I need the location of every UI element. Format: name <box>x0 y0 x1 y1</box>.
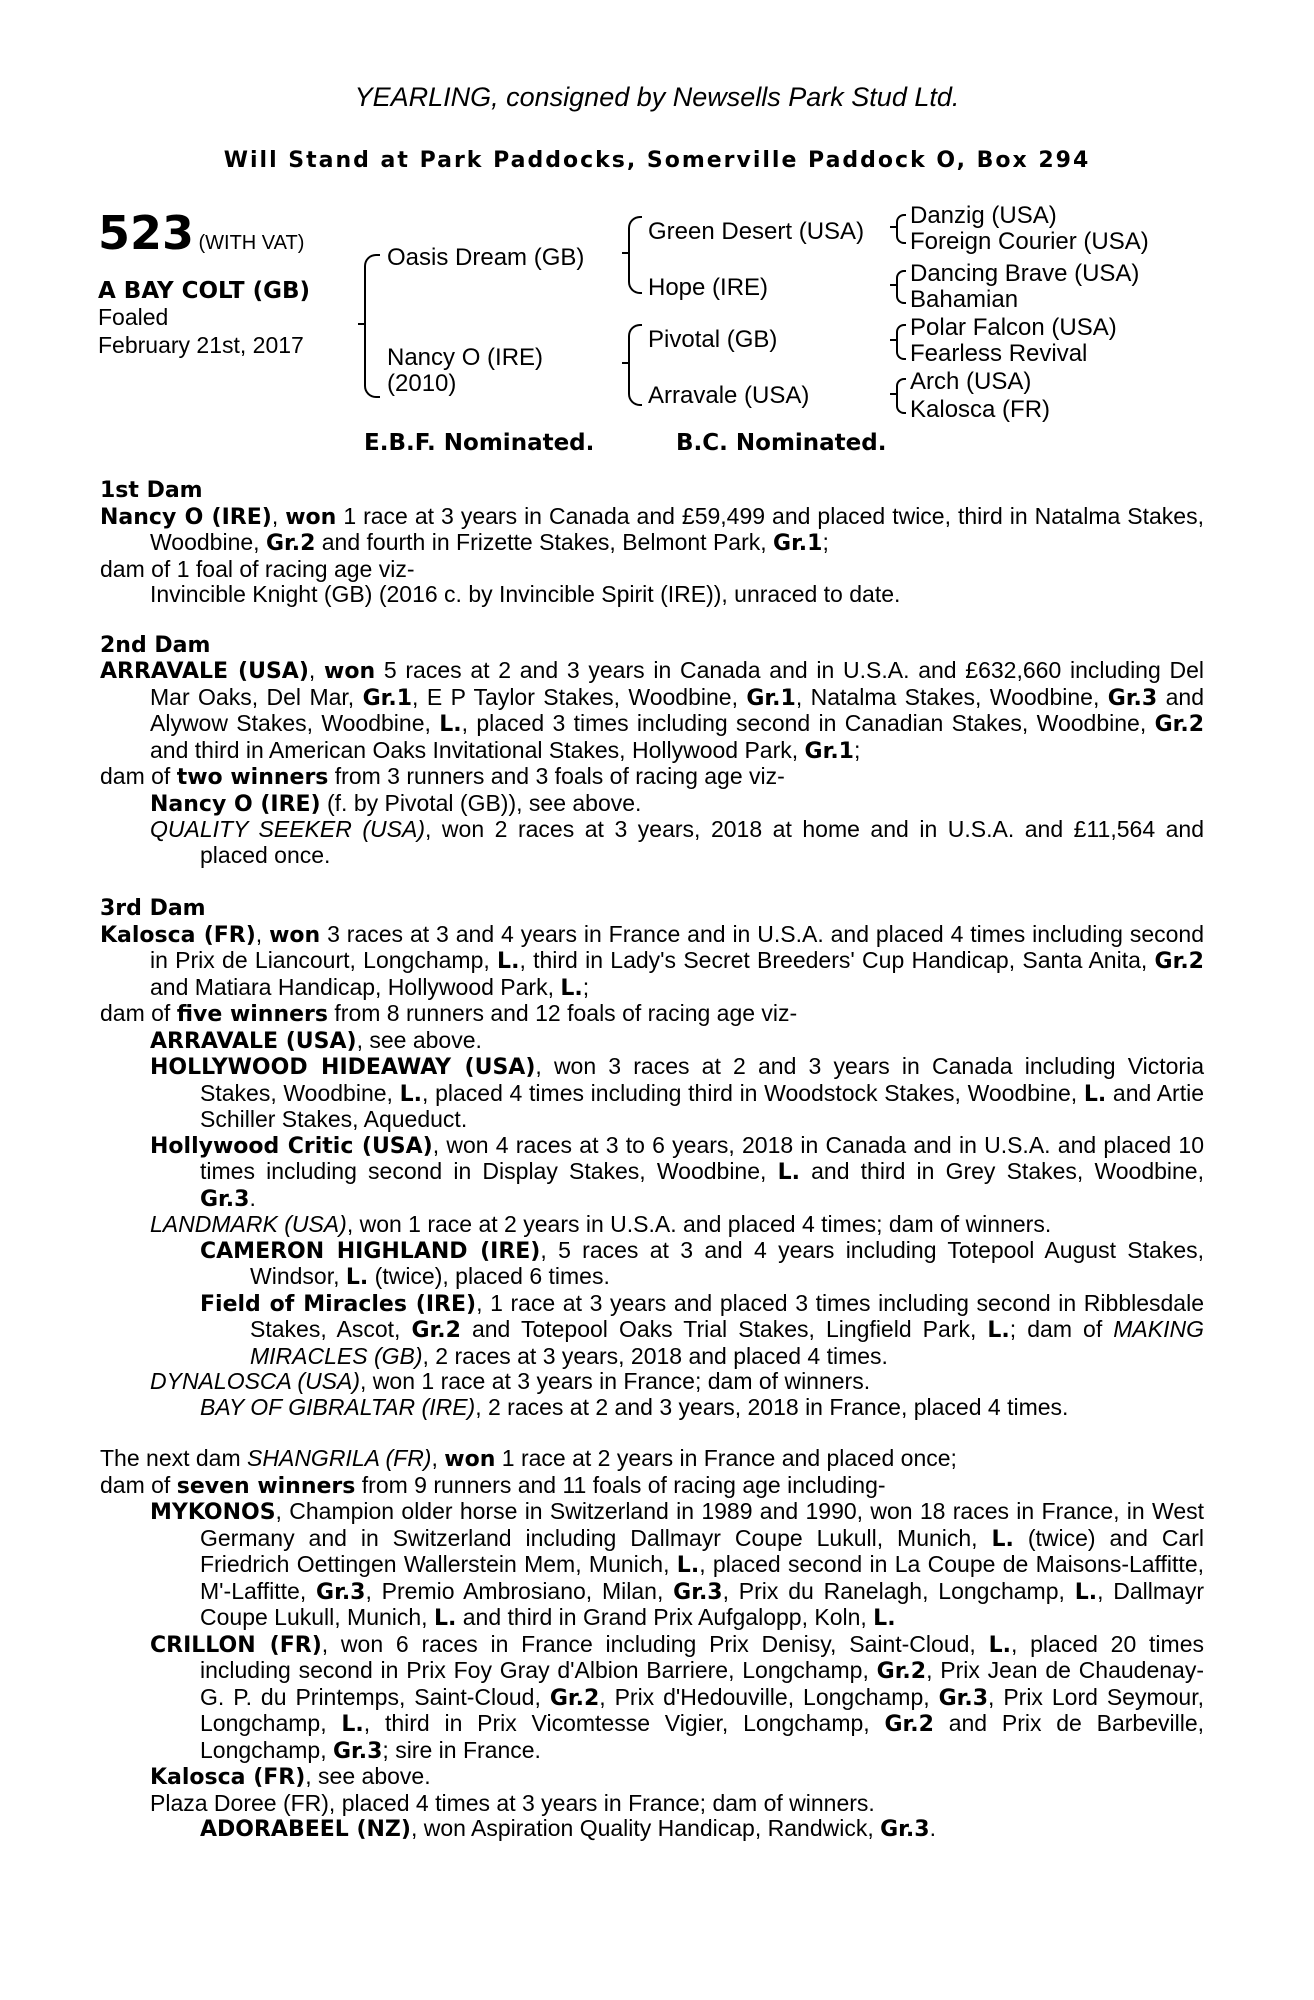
produce-entry <box>100 1054 1204 1133</box>
bold-text: Gr.3 <box>200 1186 250 1212</box>
dam: Nancy O (IRE) <box>387 344 544 371</box>
dam-sire-dam: Fearless Revival <box>910 340 1088 367</box>
bold-text: L. <box>777 1160 800 1185</box>
text-run: and fourth in Frizette Stakes, Belmont Park, <box>315 529 774 555</box>
dam-record <box>100 1001 1204 1028</box>
text-run: ; <box>853 736 861 763</box>
text-run: from 8 runners and 12 foals of racing age viz- <box>328 1000 798 1026</box>
text-run: , Prix Jean de Chaudenay-G. P. du Printemps, Saint-Cloud, <box>200 1657 1204 1710</box>
text-run: and third in Grand Prix Aufgalopp, Koln, <box>456 1604 874 1630</box>
bold-text: Gr.2 <box>265 531 316 556</box>
text-run: ; dam of <box>1009 1316 1114 1342</box>
text-run: . <box>929 1815 936 1841</box>
text-run: (twice), placed 6 times. <box>368 1263 610 1289</box>
bold-text: Gr.2 <box>1154 949 1204 974</box>
text-run: , <box>255 920 270 947</box>
bold-text: Gr.3 <box>673 1579 723 1605</box>
produce-entry <box>100 1238 1204 1291</box>
bold-text: ARRAVALE (USA) <box>100 659 309 684</box>
produce-entry <box>100 791 1204 818</box>
bold-text: five winners <box>176 1002 329 1027</box>
dam-section <box>100 1446 1204 1843</box>
text-run: 1 race at 2 years in France and placed once; <box>495 1445 957 1471</box>
text-run: , won 6 races in France including Prix Denisy, Saint-Cloud, <box>321 1630 989 1657</box>
text-run: , <box>271 502 286 529</box>
text-run: (twice) and Carl Friedrich Oettingen Wallerstein Mem, Munich, <box>200 1524 1204 1577</box>
bold-text: won <box>285 504 337 530</box>
bold-text: L. <box>676 1553 700 1578</box>
sire-sire: Green Desert (USA) <box>648 218 865 245</box>
bold-text: L. <box>991 1526 1014 1552</box>
bold-text: Gr.3 <box>332 1738 383 1764</box>
text-run: and third in Grey Stakes, Woodbine, <box>799 1158 1204 1184</box>
text-run: dam of <box>100 763 177 789</box>
bc-nomination: B.C. Nominated. <box>676 430 887 456</box>
italic-name: QUALITY SEEKER (USA) <box>150 816 425 842</box>
bold-text: ARRAVALE (USA) <box>150 1028 357 1054</box>
bold-text: Gr.1 <box>746 685 796 711</box>
produce-entry <box>100 1291 1204 1370</box>
produce-entry <box>100 1499 1204 1632</box>
text-run: The next dam <box>100 1445 248 1471</box>
bold-text: L. <box>560 975 583 1001</box>
bold-text: Gr.3 <box>1107 685 1158 711</box>
text-run: , 2 races at 2 and 3 years, 2018 in France, placed 4 times. <box>475 1393 1069 1420</box>
produce-entry <box>100 582 1204 608</box>
text-run: , Prix Lord Seymour, Longchamp, <box>200 1683 1204 1736</box>
produce-entry <box>100 1632 1204 1765</box>
text-run: , placed 20 times including second in Prix Foy Gray d'Albion Barriere, Longchamp, <box>200 1630 1204 1683</box>
text-run: , Champion older horse in Switzerland in 1989 and 1990, won 18 races in France, in West Germany and in Switzerland including Dallmayr Coupe Lukull, Munich, <box>200 1498 1204 1551</box>
text-run: , third in Lady's Secret Breeders' Cup Handicap, Santa Anita, <box>519 947 1155 973</box>
bold-text: seven winners <box>176 1473 356 1499</box>
text-run: , won Aspiration Quality Handicap, Randwick, <box>410 1815 881 1841</box>
text-run: , <box>431 1445 445 1471</box>
produce-entry <box>100 1133 1204 1213</box>
bold-text: L. <box>341 1712 364 1737</box>
ebf-nomination: E.B.F. Nominated. <box>364 430 595 456</box>
text-run: 3 races at 3 and 4 years in France and in U.S.A. and placed 4 times including second in Prix de Liancourt, Longchamp, <box>150 920 1204 973</box>
pedigree-bracket <box>896 270 906 304</box>
text-run: , 5 races at 3 and 4 years including Totepool August Stakes, Windsor, <box>250 1236 1205 1289</box>
text-run: Plaza Doree (FR), placed 4 times at 3 years in France; dam of winners. <box>150 1789 875 1816</box>
text-run: dam of <box>100 1471 177 1498</box>
stand-location: Will Stand at Park Paddocks, Somerville Paddock O, Box 294 <box>223 148 1091 173</box>
dam-record <box>100 1446 1204 1473</box>
bold-text: L. <box>433 1606 457 1631</box>
bold-text: Gr.2 <box>884 1712 934 1737</box>
dam-dam-sire: Arch (USA) <box>910 368 1032 395</box>
sire-sire-dam: Foreign Courier (USA) <box>910 228 1149 255</box>
dam-section <box>100 896 1204 1420</box>
text-run: , see above. <box>305 1763 431 1789</box>
bold-text: Kalosca (FR) <box>100 922 256 948</box>
bold-text: Gr.3 <box>316 1579 366 1605</box>
bold-text: L. <box>1083 1081 1107 1107</box>
bold-text: L. <box>399 1081 423 1107</box>
bold-text: Kalosca (FR) <box>150 1765 306 1790</box>
bold-text: CAMERON HIGHLAND (IRE) <box>200 1238 541 1264</box>
text-run: (f. by Pivotal (GB)), see above. <box>320 789 642 816</box>
dam-record <box>100 504 1204 557</box>
produce-entry <box>100 1212 1204 1238</box>
bold-text: Nancy O (IRE) <box>150 791 321 817</box>
pedigree-bracket <box>628 324 642 406</box>
produce-entry <box>100 1816 1204 1843</box>
bold-text: Gr.2 <box>411 1318 461 1343</box>
text-run: , E P Taylor Stakes, Woodbine, <box>412 683 747 710</box>
text-run: , won 3 races at 2 and 3 years in Canada including Victoria Stakes, Woodbine, <box>200 1053 1204 1106</box>
produce-entry <box>100 1764 1204 1791</box>
bold-text: Gr.2 <box>1154 712 1204 737</box>
pedigree-bracket <box>628 216 642 294</box>
bold-text: Gr.1 <box>362 685 413 711</box>
dam-section <box>100 633 1204 869</box>
text-run: , 2 races at 3 years, 2018 and placed 4 times. <box>422 1342 888 1369</box>
bold-text: L. <box>987 1318 1010 1343</box>
text-run: dam of <box>100 1000 177 1026</box>
lot-title: A BAY COLT (GB) <box>98 278 311 304</box>
text-run: , Dallmayr Coupe Lukull, Munich, <box>200 1577 1205 1630</box>
sire-dam: Hope (IRE) <box>648 274 769 301</box>
bold-text: L. <box>439 712 462 737</box>
dam-record <box>100 557 1204 583</box>
text-run: , won 4 races at 3 to 6 years, 2018 in Canada and in U.S.A. and placed 10 times including second in Display Stakes, Woodbine, <box>200 1131 1204 1184</box>
bold-text: L. <box>1074 1579 1098 1605</box>
pedigree-bracket <box>896 324 906 360</box>
bold-text: ADORABEEL (NZ) <box>200 1817 411 1842</box>
sire: Oasis Dream (GB) <box>387 244 585 271</box>
vat-note: (WITH VAT) <box>198 232 305 254</box>
bold-text: CRILLON (FR) <box>150 1632 322 1658</box>
lot-number: 523 <box>98 206 195 260</box>
text-run: , Premio Ambrosiano, Milan, <box>365 1577 674 1604</box>
pedigree-bracket <box>896 214 906 244</box>
bold-text: MYKONOS <box>150 1500 276 1525</box>
text-run: Invincible Knight (GB) (2016 c. by Invincible Spirit (IRE)), unraced to date. <box>150 581 901 607</box>
bold-text: Gr.3 <box>880 1817 930 1842</box>
bold-text: L. <box>497 949 520 974</box>
dam-sire-sire: Polar Falcon (USA) <box>910 314 1117 341</box>
produce-entry <box>100 817 1204 868</box>
produce-entry <box>100 1791 1204 1817</box>
bold-text: Gr.2 <box>549 1685 600 1711</box>
bold-text: L. <box>873 1606 896 1631</box>
text-run: , placed second in La Coupe de Maisons-Laffitte, M'-Laffitte, <box>200 1551 1204 1604</box>
text-run: , placed 4 times including third in Woodstock Stakes, Woodbine, <box>422 1079 1084 1106</box>
bold-text: Field of Miracles (IRE) <box>200 1291 477 1317</box>
sire-sire-sire: Danzig (USA) <box>910 202 1057 229</box>
italic-name: DYNALOSCA (USA) <box>150 1368 361 1394</box>
text-run: 1 race at 3 years in Canada and £59,499 and placed twice, third in Natalma Stakes, Woodbine, <box>150 502 1204 555</box>
bold-text: Gr.1 <box>804 738 854 764</box>
text-run: , <box>308 657 325 683</box>
text-run: . <box>249 1184 256 1211</box>
dam-dam: Arravale (USA) <box>648 382 810 409</box>
italic-name: LANDMARK (USA) <box>150 1211 347 1237</box>
text-run: , won 1 race at 3 years in France; dam of winners. <box>360 1368 871 1394</box>
dam-record <box>100 764 1204 791</box>
bold-text: won <box>269 922 321 948</box>
text-run: , see above. <box>356 1026 482 1053</box>
dam-record <box>100 1473 1204 1500</box>
foaled-date: February 21st, 2017 <box>98 332 304 358</box>
text-run: and Matiara Handicap, Hollywood Park, <box>150 973 561 1000</box>
consignment-line: YEARLING, consigned by Newsells Park Stud Ltd. <box>354 82 960 112</box>
text-run: ; sire in France. <box>382 1736 541 1763</box>
foaled-label: Foaled <box>98 304 169 330</box>
dam-record <box>100 922 1204 1002</box>
produce-entry <box>100 1028 1204 1055</box>
bold-text: L. <box>345 1265 369 1290</box>
text-run: and Totepool Oaks Trial Stakes, Lingfield Park, <box>460 1316 988 1342</box>
text-run: from 3 runners and 3 foals of racing age viz- <box>328 763 785 789</box>
bold-text: won <box>324 659 376 684</box>
bold-text: two winners <box>176 765 329 790</box>
text-run: ; <box>582 973 590 1000</box>
sire-dam-sire: Dancing Brave (USA) <box>910 260 1140 287</box>
bold-text: Nancy O (IRE) <box>100 504 272 530</box>
text-run: and Alywow Stakes, Woodbine, <box>150 683 1204 736</box>
text-run: and third in American Oaks Invitational Stakes, Hollywood Park, <box>150 736 805 763</box>
text-run: and Artie Schiller Stakes, Aqueduct. <box>200 1079 1204 1132</box>
text-run: , Prix d'Hedouville, Longchamp, <box>599 1683 939 1710</box>
text-run: , Prix du Ranelagh, Longchamp, <box>722 1577 1075 1604</box>
text-run: 5 races at 2 and 3 years in Canada and in U.S.A. and £632,660 including Del Mar Oaks, Del Mar, <box>150 657 1204 710</box>
dam-section <box>100 478 1204 608</box>
italic-name: SHANGRILA (FR) <box>247 1445 432 1471</box>
bold-text: Gr.1 <box>773 531 823 556</box>
sire-dam-dam: Bahamian <box>910 286 1019 313</box>
text-run: dam of 1 foal of racing age viz- <box>100 555 415 582</box>
dam-dam-dam: Kalosca (FR) <box>910 396 1051 423</box>
bold-text: HOLLYWOOD HIDEAWAY (USA) <box>150 1055 536 1080</box>
lot-heading <box>98 206 304 260</box>
pedigree-bracket <box>896 378 906 414</box>
italic-name: BAY OF GIBRALTAR (IRE) <box>200 1393 476 1420</box>
produce-entry <box>100 1369 1204 1395</box>
dam-sire: Pivotal (GB) <box>648 326 778 353</box>
section-heading: 1st Dam <box>100 478 203 503</box>
text-run: and Prix de Barbeville, Longchamp, <box>200 1710 1204 1763</box>
dam-year: (2010) <box>387 370 457 397</box>
bold-text: L. <box>988 1632 1011 1658</box>
family-history <box>100 478 1204 1843</box>
dam-record <box>100 658 1204 764</box>
pedigree-bracket <box>364 254 380 398</box>
text-run: , won 2 races at 3 years, 2018 at home and in U.S.A. and £11,564 and placed once. <box>200 816 1205 868</box>
bold-text: Hollywood Critic (USA) <box>150 1133 433 1159</box>
bold-text: Gr.3 <box>938 1685 988 1711</box>
text-run: from 9 runners and 11 foals of racing age including- <box>355 1471 886 1498</box>
italic-name: MAKING MIRACLES (GB) <box>250 1316 1204 1369</box>
section-heading: 3rd Dam <box>100 896 206 921</box>
produce-entry <box>100 1395 1204 1421</box>
section-heading: 2nd Dam <box>100 632 211 658</box>
text-run: , Natalma Stakes, Woodbine, <box>795 683 1108 710</box>
text-run: , won 1 race at 2 years in U.S.A. and placed 4 times; dam of winners. <box>346 1211 1052 1237</box>
bold-text: won <box>444 1447 496 1472</box>
text-run: , third in Prix Vicomtesse Vigier, Longchamp, <box>363 1710 885 1736</box>
text-run: , 1 race at 3 years and placed 3 times including second in Ribblesdale Stakes, Ascot, <box>250 1289 1204 1342</box>
text-run: ; <box>822 529 829 555</box>
bold-text: Gr.2 <box>876 1659 927 1684</box>
text-run: , placed 3 times including second in Canadian Stakes, Woodbine, <box>461 710 1155 736</box>
